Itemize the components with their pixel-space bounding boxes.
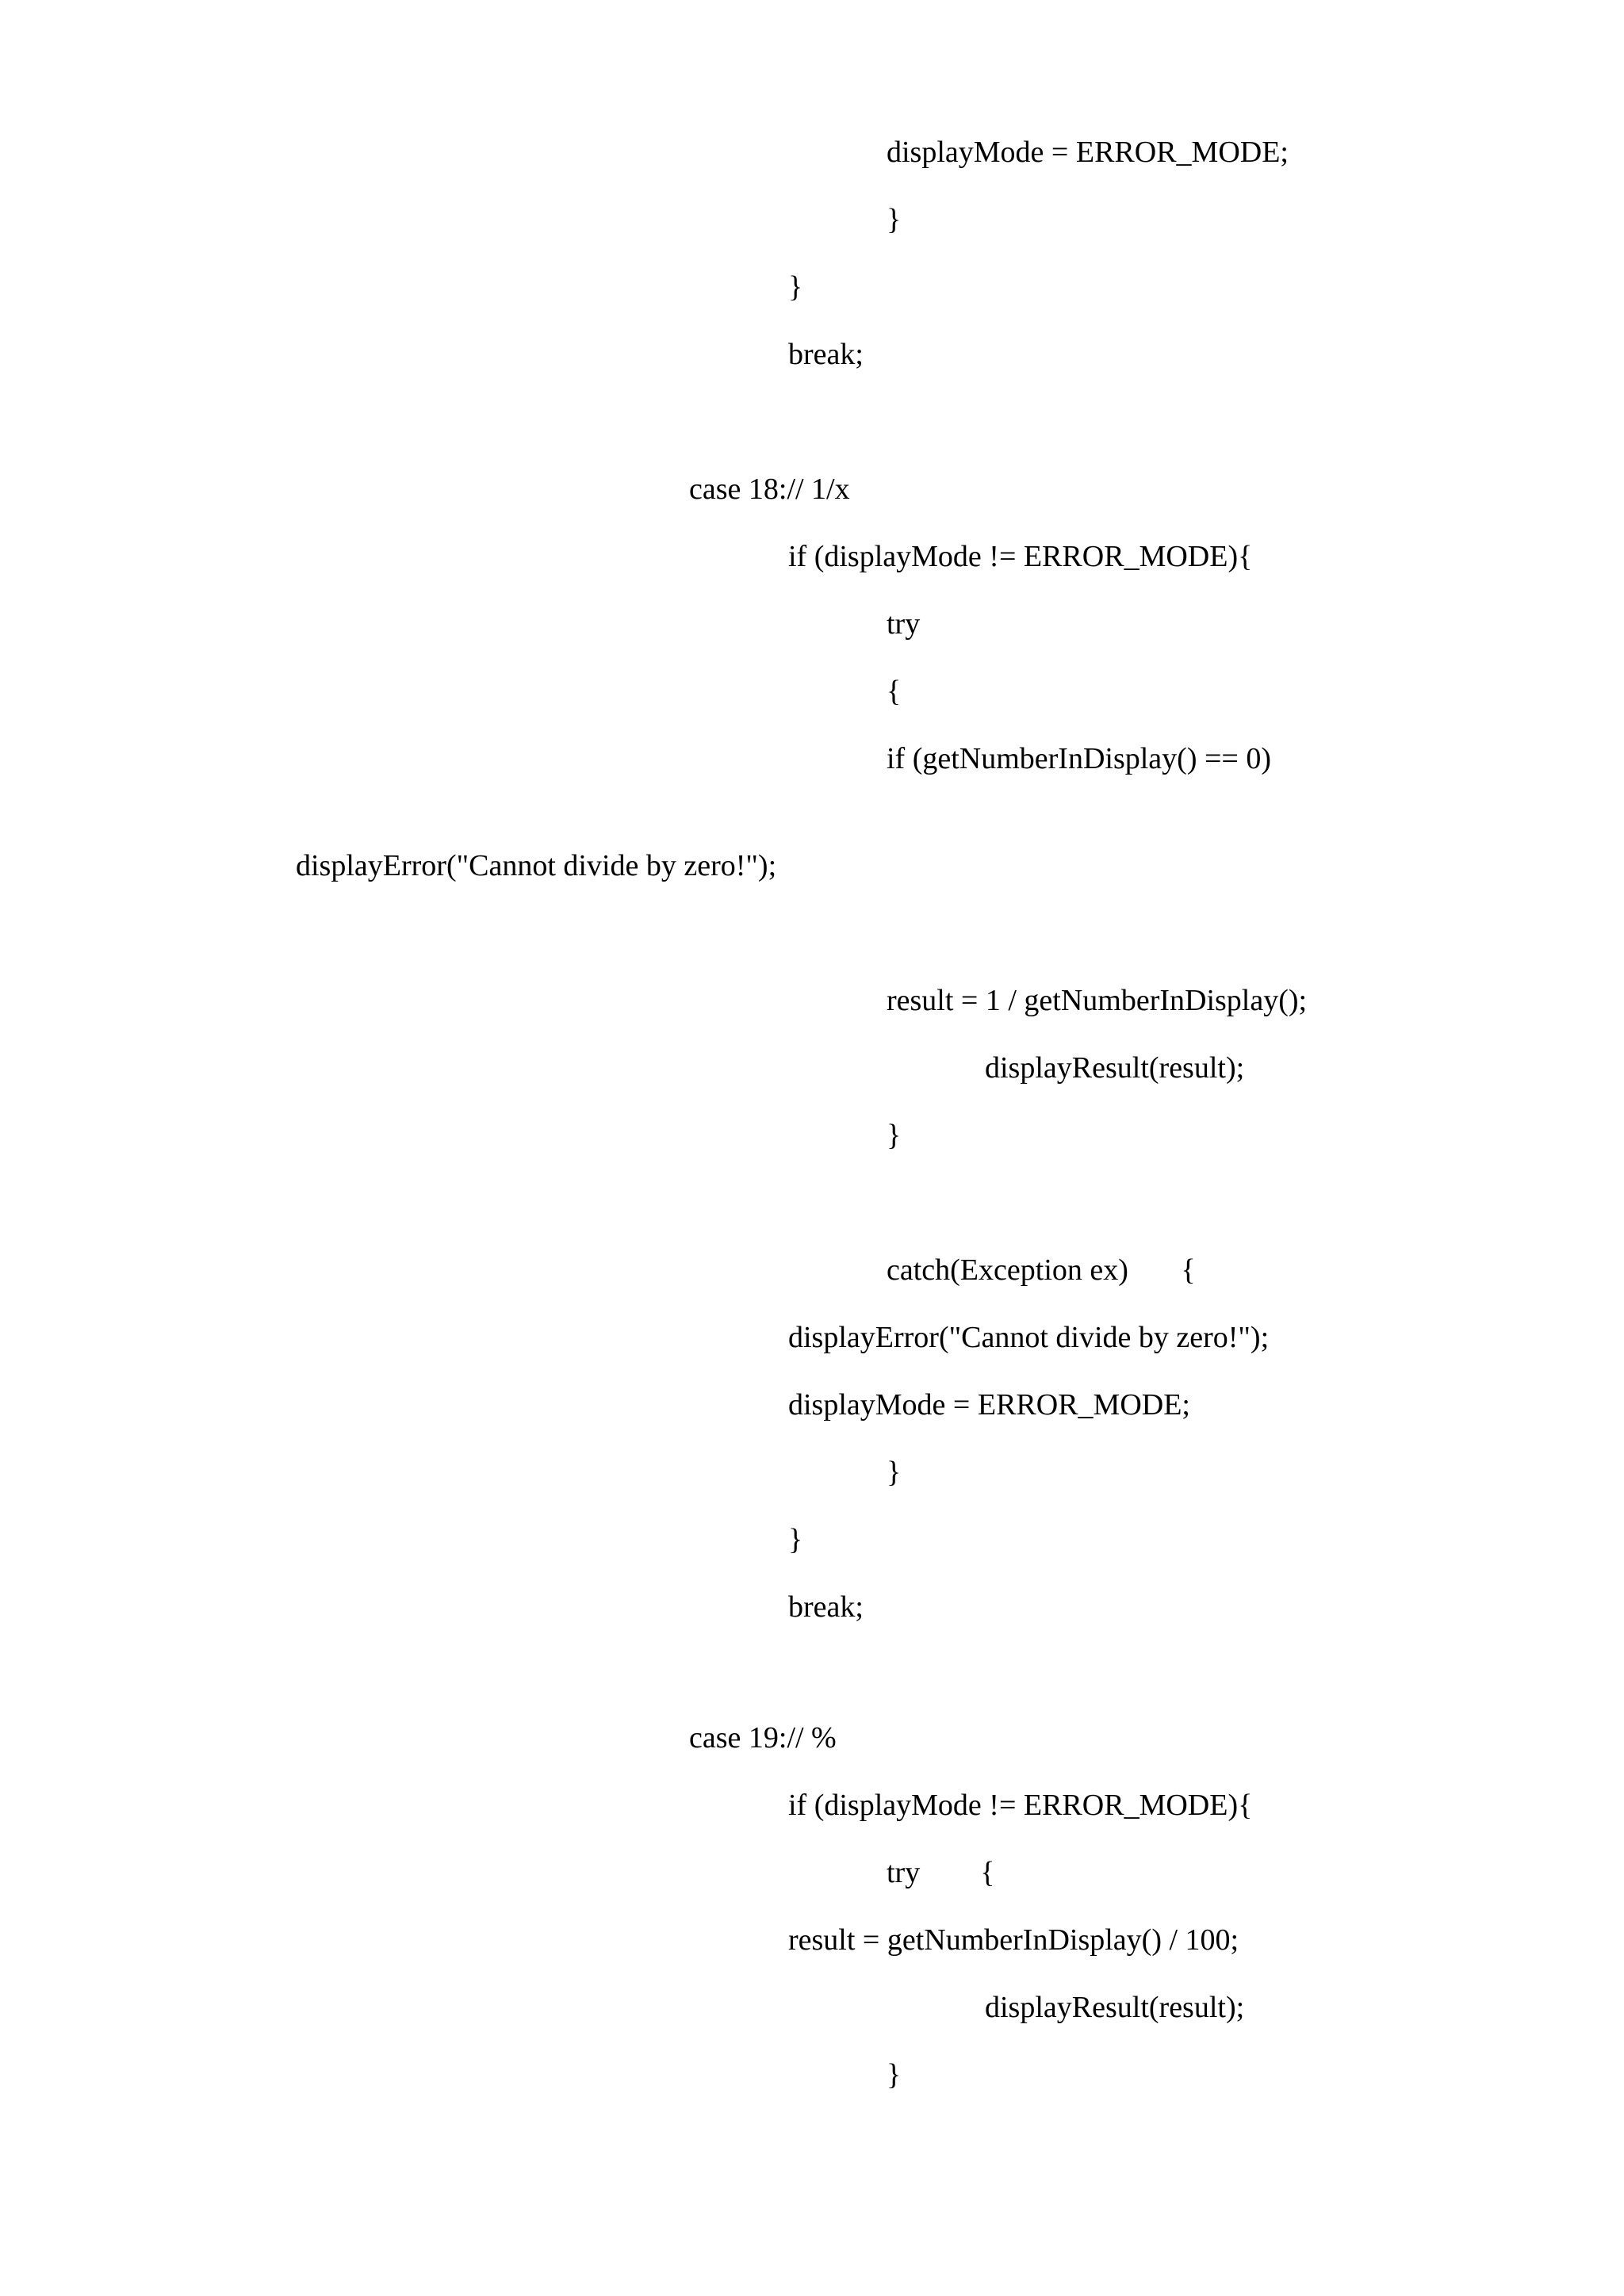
code-line: displayError("Cannot divide by zero!"); (788, 1321, 1270, 1354)
code-line: result = getNumberInDisplay() / 100; (788, 1923, 1239, 1957)
code-line: catch(Exception ex) { (887, 1253, 1196, 1287)
code-line: } (887, 1456, 902, 1489)
code-line: displayMode = ERROR_MODE; (788, 1388, 1190, 1422)
code-line: } (887, 203, 902, 236)
code-line: } (788, 270, 803, 304)
code-line: { (887, 675, 902, 708)
code-line: break; (788, 1590, 864, 1624)
code-line: try (887, 607, 921, 641)
code-line: if (displayMode != ERROR_MODE){ (788, 540, 1253, 573)
code-line: } (788, 1523, 803, 1556)
code-line: case 18:// 1/x (689, 473, 850, 506)
code-line: displayMode = ERROR_MODE; (887, 136, 1289, 169)
code-line: case 19:// % (689, 1721, 837, 1755)
code-line: result = 1 / getNumberInDisplay(); (887, 984, 1308, 1017)
code-line: try { (887, 1856, 995, 1889)
code-line: break; (788, 338, 864, 371)
code-line: if (getNumberInDisplay() == 0) (887, 742, 1272, 775)
code-line: } (887, 2058, 902, 2091)
code-line: if (displayMode != ERROR_MODE){ (788, 1789, 1253, 1822)
code-line: displayError("Cannot divide by zero!"); (296, 849, 777, 882)
code-line: } (887, 1119, 902, 1152)
code-line: displayResult(result); (985, 1051, 1245, 1085)
code-line: displayResult(result); (985, 1991, 1245, 2024)
